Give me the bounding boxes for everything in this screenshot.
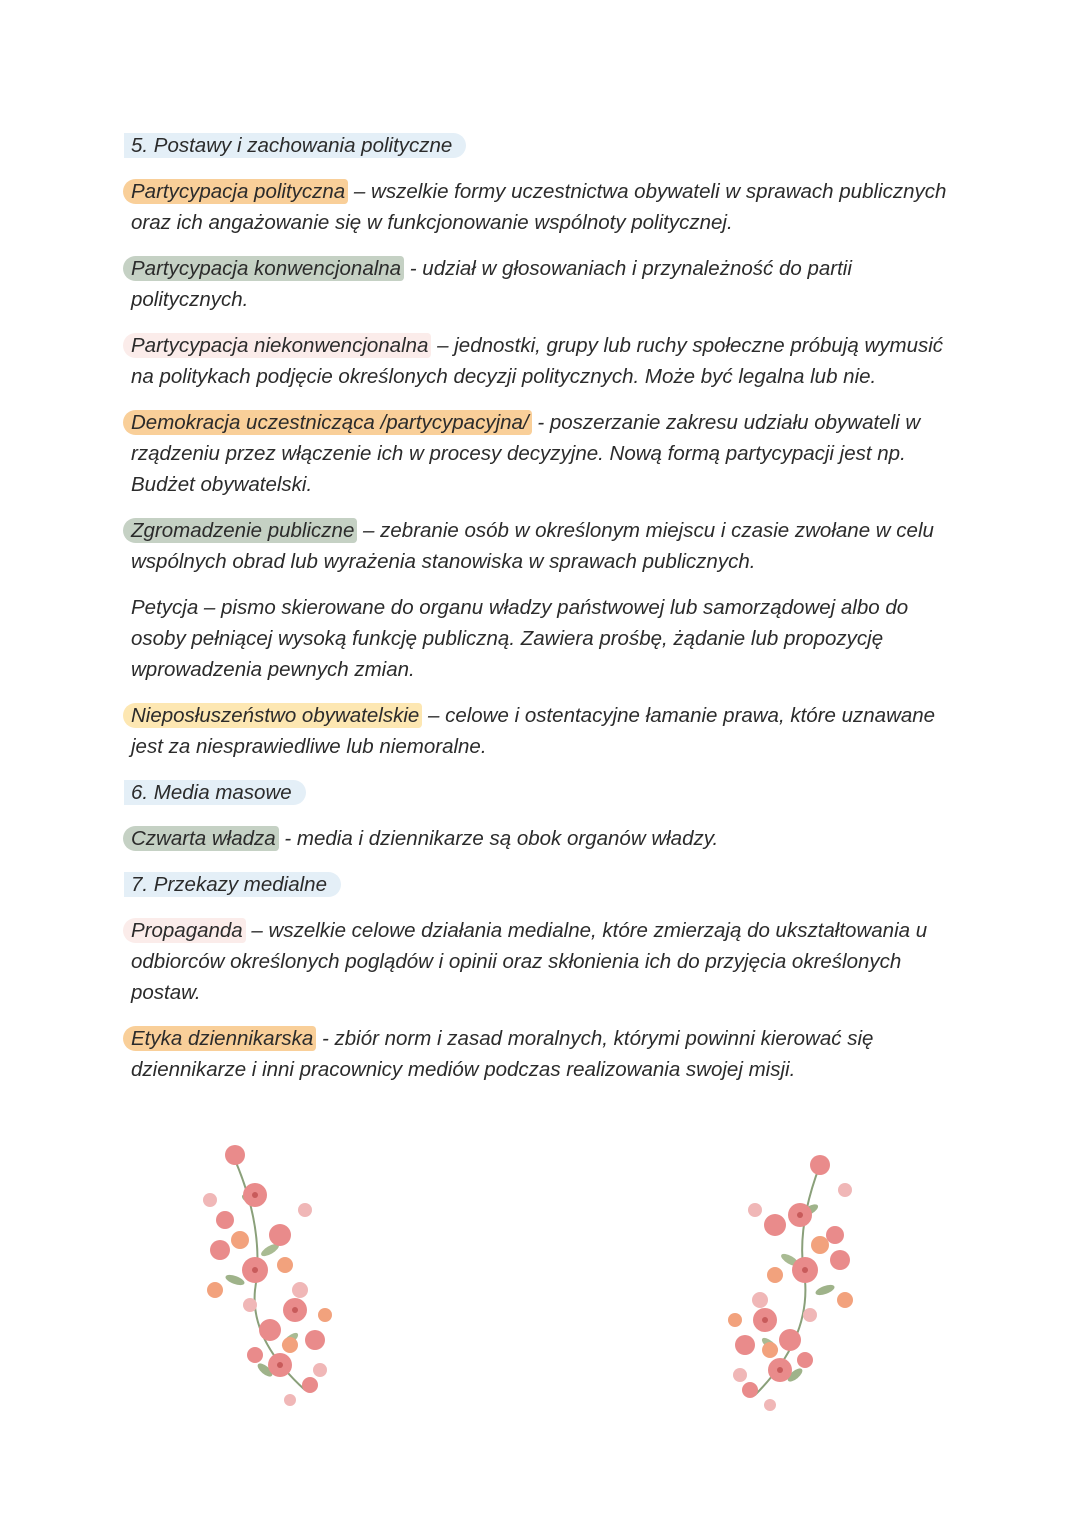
term-definition: media i dziennikarze są obok organów władzy. xyxy=(296,827,719,850)
section-heading-6: 6. Media masowe xyxy=(131,777,961,808)
term-nieposluszenstwo-obywatelskie: Nieposłuszeństwo obywatelskie – celowe i ostentacyjne łamanie prawa, które uznawane jest za niesprawiedliwe lub niemoralne. xyxy=(131,700,961,762)
term-label: Partycypacja polityczna xyxy=(123,179,348,204)
term-partycypacja-polityczna: Partycypacja polityczna – wszelkie formy uczestnictwa obywateli w sprawach publicznych oraz ich angażowanie się w funkcjonowanie wspólnoty politycznej. xyxy=(131,176,961,238)
floral-bouquet-icon xyxy=(195,1140,345,1410)
term-propaganda: Propaganda – wszelkie celowe działania medialne, które zmierzają do ukształtowania u odbiorców określonych poglądów i opinii oraz skłonienia ich do przyjęcia określonych postaw. xyxy=(131,915,961,1008)
term-label: Partycypacja konwencjonalna xyxy=(123,256,404,281)
term-definition: wszelkie formy uczestnictwa obywateli w sprawach publicznych oraz ich angażowanie się w funkcjonowanie wspólnoty politycznej. xyxy=(131,180,947,234)
section-heading-7: 7. Przekazy medialne xyxy=(131,869,961,900)
term-czwarta-wladza: Czwarta władza - media i dziennikarze są obok organów władzy. xyxy=(131,823,961,854)
term-label: Partycypacja niekonwencjonalna xyxy=(123,333,431,358)
term-label: Demokracja uczestnicząca /partycypacyjna/ xyxy=(123,410,532,435)
term-label: Nieposłuszeństwo obywatelskie xyxy=(123,703,422,728)
term-definition: celowe i ostentacyjne łamanie prawa, które uznawane jest za niesprawiedliwe lub niemoralne. xyxy=(131,704,936,758)
section-heading-5: 5. Postawy i zachowania polityczne xyxy=(131,130,961,161)
term-partycypacja-niekonwencjonalna: Partycypacja niekonwencjonalna – jednostki, grupy lub ruchy społeczne próbują wymusić na politykach podjęcie określonych decyzji politycznych. Może być legalna lub nie. xyxy=(131,330,961,392)
term-definition: wszelkie celowe działania medialne, które zmierzają do ukształtowania u odbiorców określonych poglądów i opinii oraz skłonienia ich do przyjęcia określonych postaw. xyxy=(131,919,928,1004)
term-label: Propaganda xyxy=(123,918,246,943)
term-definition: jednostki, grupy lub ruchy społeczne próbują wymusić na politykach podjęcie określonych decyzji politycznych. Może być legalna lub nie. xyxy=(131,334,944,388)
term-definition: udział w głosowaniach i przynależność do partii politycznych. xyxy=(131,257,852,311)
term-etyka-dziennikarska: Etyka dziennikarska - zbiór norm i zasad moralnych, którymi powinni kierować się dziennikarze i inni pracownicy mediów podczas realizowania swojej misji. xyxy=(131,1023,961,1085)
floral-bouquet-icon xyxy=(715,1150,865,1415)
term-label: Zgromadzenie publiczne xyxy=(123,518,357,543)
notes-page xyxy=(131,130,961,1100)
term-definition: zbiór norm i zasad moralnych, którymi powinni kierować się dziennikarze i inni pracownicy mediów podczas realizowania swojej misji. xyxy=(131,1027,874,1081)
term-demokracja-uczestniczaca: Demokracja uczestnicząca /partycypacyjna/ - poszerzanie zakresu udziału obywateli w rządzeniu przez włączenie ich w procesy decyzyjne. Nową formą partycypacji jest np. Budżet obywatelski. xyxy=(131,407,961,500)
term-definition: poszerzanie zakresu udziału obywateli w rządzeniu przez włączenie ich w procesy decyzyjne. Nową formą partycypacji jest np. Budżet obywatelski. xyxy=(131,411,921,496)
term-label: Etyka dziennikarska xyxy=(123,1026,316,1051)
term-petycja: Petycja – pismo skierowane do organu władzy państwowej lub samorządowej albo do osoby pełniącej wysoką funkcję publiczną. Zawiera prośbę, żądanie lub propozycję wprowadzenia pewnych zmian. xyxy=(131,596,909,681)
term-label: Czwarta władza xyxy=(123,826,279,851)
term-definition: zebranie osób w określonym miejscu i czasie zwołane w celu wspólnych obrad lub wyrażenia stanowiska w sprawach publicznych. xyxy=(131,519,934,573)
term-definition: pismo skierowane do organu władzy państwowej lub samorządowej albo do osoby pełniącej wysoką funkcję publiczną. Zawiera prośbę, żądanie lub propozycję wprowadzenia pewnych zmian. xyxy=(131,596,909,681)
term-partycypacja-konwencjonalna: Partycypacja konwencjonalna - udział w głosowaniach i przynależność do partii politycznych. xyxy=(131,253,961,315)
term-label: Petycja xyxy=(131,596,199,619)
term-zgromadzenie-publiczne: Zgromadzenie publiczne – zebranie osób w określonym miejscu i czasie zwołane w celu wspólnych obrad lub wyrażenia stanowiska w sprawach publicznych. xyxy=(131,515,961,577)
